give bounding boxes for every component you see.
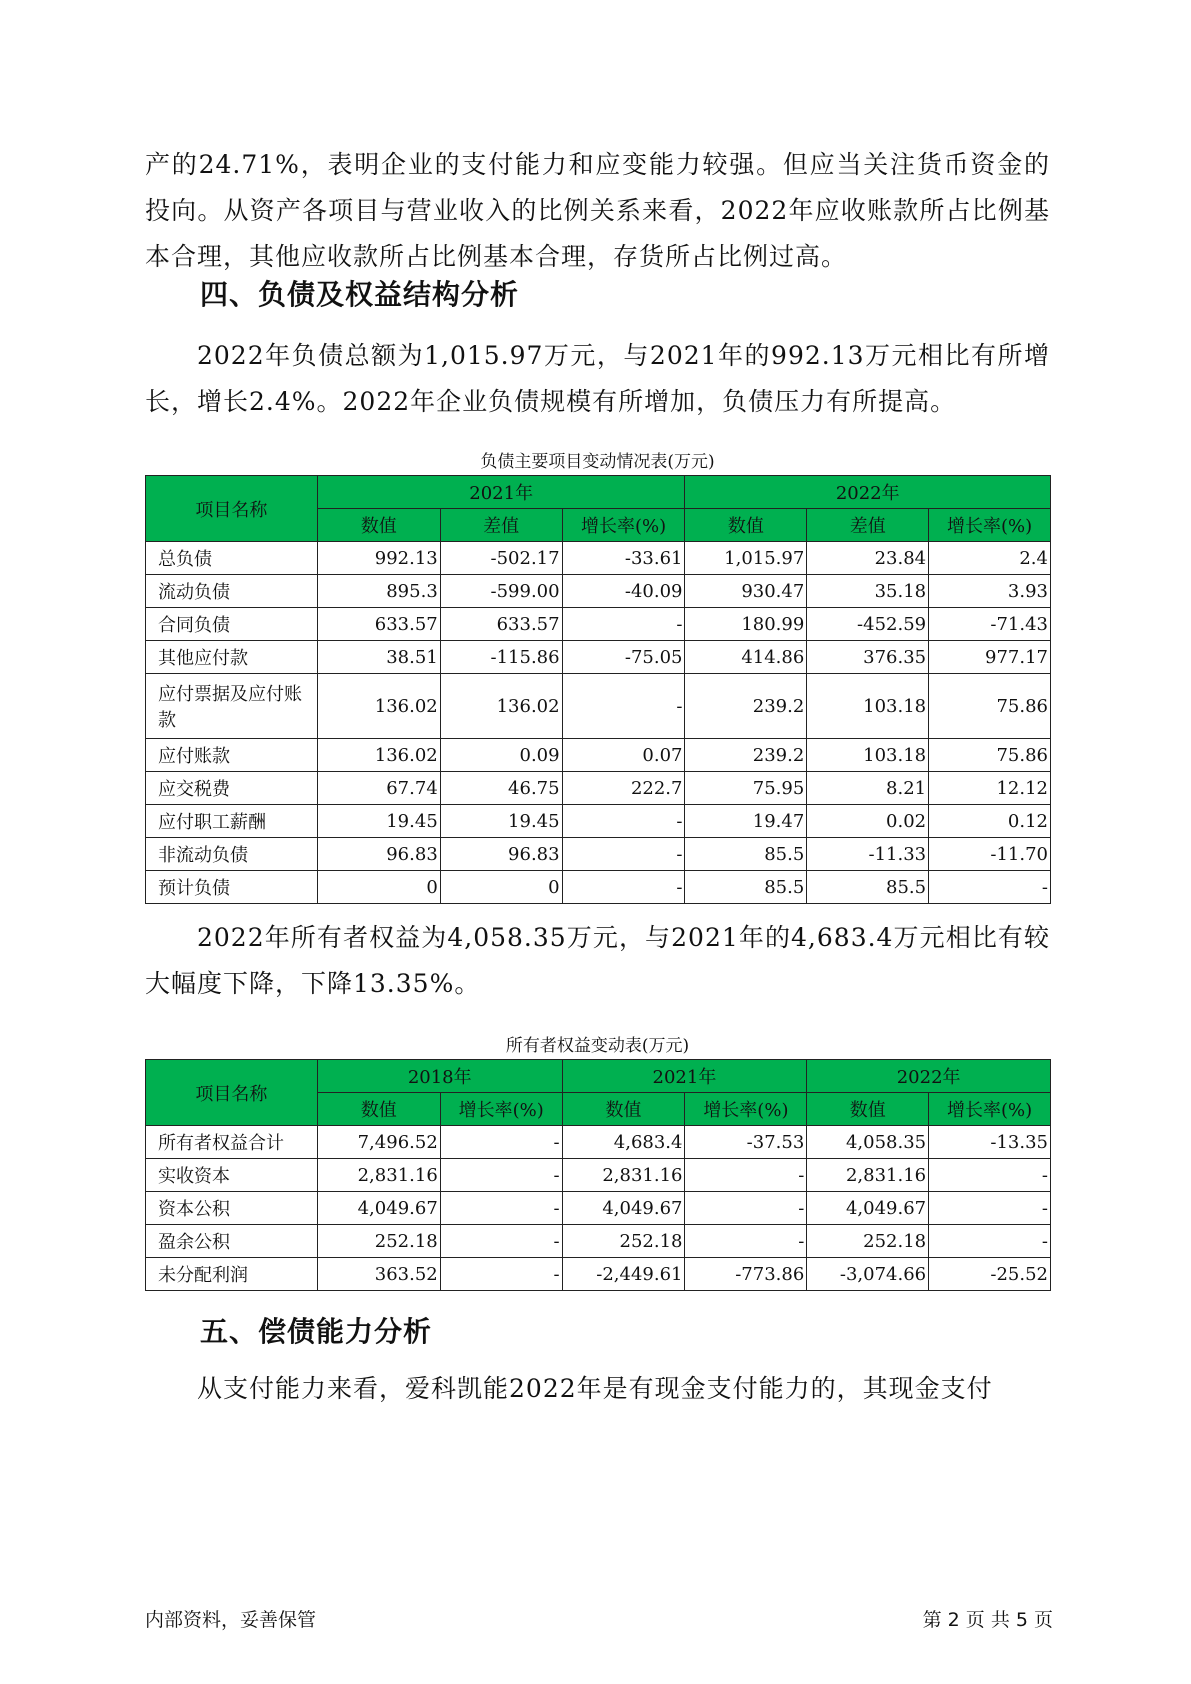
table-cell: 103.18 bbox=[807, 739, 929, 772]
table-cell: - bbox=[440, 1192, 562, 1225]
table1-subheader: 差值 bbox=[440, 509, 562, 542]
table2-caption: 所有者权益变动表(万元) bbox=[505, 1036, 690, 1056]
table-cell: 0 bbox=[440, 871, 562, 904]
row-label: 应交税费 bbox=[146, 772, 318, 805]
table-cell: 136.02 bbox=[317, 674, 440, 739]
table-row bbox=[146, 805, 1051, 838]
table1-subheader: 数值 bbox=[685, 509, 807, 542]
table-row bbox=[146, 772, 1051, 805]
table-cell: - bbox=[440, 1225, 562, 1258]
table-cell: 2,831.16 bbox=[807, 1159, 929, 1192]
footer-confidential: 内部资料，妥善保管 bbox=[145, 1609, 317, 1631]
row-label: 实收资本 bbox=[146, 1159, 318, 1192]
table-cell: 75.86 bbox=[929, 739, 1051, 772]
table1-subheader: 数值 bbox=[317, 509, 440, 542]
table-cell: 23.84 bbox=[807, 542, 929, 575]
table2-name-header: 项目名称 bbox=[146, 1060, 318, 1126]
row-label: 合同负债 bbox=[146, 608, 318, 641]
table-cell: -13.35 bbox=[929, 1126, 1051, 1159]
row-label: 盈余公积 bbox=[146, 1225, 318, 1258]
table2-year-header: 2021年 bbox=[562, 1060, 807, 1093]
table-cell: 252.18 bbox=[562, 1225, 685, 1258]
table2-subheader: 增长率(%) bbox=[685, 1093, 807, 1126]
row-label: 应付票据及应付账款 bbox=[146, 674, 318, 739]
row-label: 流动负债 bbox=[146, 575, 318, 608]
table-cell: 19.45 bbox=[440, 805, 562, 838]
table-cell: 7,496.52 bbox=[317, 1126, 440, 1159]
table1-year-header: 2022年 bbox=[685, 476, 1051, 509]
table-cell: 633.57 bbox=[440, 608, 562, 641]
table-cell: 103.18 bbox=[807, 674, 929, 739]
table-cell: 4,683.4 bbox=[562, 1126, 685, 1159]
row-label: 预计负债 bbox=[146, 871, 318, 904]
table2-subheader: 增长率(%) bbox=[929, 1093, 1051, 1126]
table-cell: 252.18 bbox=[317, 1225, 440, 1258]
row-label: 应付账款 bbox=[146, 739, 318, 772]
footer-page-number: 第 2 页 共 5 页 bbox=[922, 1609, 1053, 1631]
table2-year-header: 2022年 bbox=[807, 1060, 1051, 1093]
table-cell: 19.47 bbox=[685, 805, 807, 838]
table-cell: 85.5 bbox=[685, 838, 807, 871]
table-cell: -115.86 bbox=[440, 641, 562, 674]
table-cell: 239.2 bbox=[685, 739, 807, 772]
table-cell: 2,831.16 bbox=[317, 1159, 440, 1192]
equity-table-body bbox=[146, 1126, 1051, 1291]
table-cell: -71.43 bbox=[929, 608, 1051, 641]
table-cell: 0 bbox=[317, 871, 440, 904]
table-cell: - bbox=[929, 1192, 1051, 1225]
table-cell: 4,049.67 bbox=[562, 1192, 685, 1225]
table-row bbox=[146, 871, 1051, 904]
table-cell: 363.52 bbox=[317, 1258, 440, 1291]
table-cell: -11.33 bbox=[807, 838, 929, 871]
table-cell: -452.59 bbox=[807, 608, 929, 641]
table-cell: -502.17 bbox=[440, 542, 562, 575]
table-cell: 38.51 bbox=[317, 641, 440, 674]
table-row bbox=[146, 575, 1051, 608]
table-cell: 376.35 bbox=[807, 641, 929, 674]
table-cell: 977.17 bbox=[929, 641, 1051, 674]
table-cell: - bbox=[685, 1225, 807, 1258]
table-cell: -599.00 bbox=[440, 575, 562, 608]
table2-subheader: 数值 bbox=[562, 1093, 685, 1126]
table-cell: 85.5 bbox=[807, 871, 929, 904]
table-cell: 633.57 bbox=[317, 608, 440, 641]
table-cell: - bbox=[440, 1126, 562, 1159]
table-cell: 180.99 bbox=[685, 608, 807, 641]
table-cell: 4,058.35 bbox=[807, 1126, 929, 1159]
table-cell: 75.86 bbox=[929, 674, 1051, 739]
table-row bbox=[146, 1126, 1051, 1159]
row-label: 应付职工薪酬 bbox=[146, 805, 318, 838]
table-cell: 414.86 bbox=[685, 641, 807, 674]
table-cell: 96.83 bbox=[440, 838, 562, 871]
table1-caption: 负债主要项目变动情况表(万元) bbox=[480, 452, 715, 472]
table-cell: - bbox=[929, 1159, 1051, 1192]
table-cell: 895.3 bbox=[317, 575, 440, 608]
table1-name-header: 项目名称 bbox=[146, 476, 318, 542]
table-cell: 2,831.16 bbox=[562, 1159, 685, 1192]
table-row bbox=[146, 641, 1051, 674]
solvency-paragraph: 从支付能力来看，爱科凯能2022年是有现金支付能力的，其现金支付 bbox=[197, 1374, 993, 1403]
table-cell: 0.07 bbox=[562, 739, 685, 772]
table1-year-header: 2021年 bbox=[317, 476, 685, 509]
table-cell: 136.02 bbox=[317, 739, 440, 772]
table-cell: 12.12 bbox=[929, 772, 1051, 805]
table-cell: 3.93 bbox=[929, 575, 1051, 608]
table-cell: 35.18 bbox=[807, 575, 929, 608]
debt-paragraph: 2022年负债总额为1,015.97万元，与2021年的992.13万元相比有所增长，增长2.4%。2022年企业负债规模有所增加，负债压力有所提高。 bbox=[145, 341, 1050, 416]
table-cell: - bbox=[440, 1159, 562, 1192]
table-cell: -37.53 bbox=[685, 1126, 807, 1159]
row-label: 未分配利润 bbox=[146, 1258, 318, 1291]
table-cell: -3,074.66 bbox=[807, 1258, 929, 1291]
table-cell: - bbox=[929, 1225, 1051, 1258]
table-cell: 85.5 bbox=[685, 871, 807, 904]
table-cell: 4,049.67 bbox=[807, 1192, 929, 1225]
table-cell: 239.2 bbox=[685, 674, 807, 739]
row-label: 非流动负债 bbox=[146, 838, 318, 871]
table-cell: 2.4 bbox=[929, 542, 1051, 575]
equity-paragraph: 2022年所有者权益为4,058.35万元，与2021年的4,683.4万元相比有较大幅度下降，下降13.35%。 bbox=[145, 923, 1050, 998]
table-row bbox=[146, 1192, 1051, 1225]
table1-subheader: 增长率(%) bbox=[562, 509, 685, 542]
table-cell: -25.52 bbox=[929, 1258, 1051, 1291]
table-row bbox=[146, 739, 1051, 772]
table-cell: - bbox=[440, 1258, 562, 1291]
table-cell: - bbox=[685, 1192, 807, 1225]
table-cell: -33.61 bbox=[562, 542, 685, 575]
table-cell: 930.47 bbox=[685, 575, 807, 608]
table1-subheader: 增长率(%) bbox=[929, 509, 1051, 542]
table-row bbox=[146, 674, 1051, 739]
table-cell: 0.02 bbox=[807, 805, 929, 838]
table-row bbox=[146, 1258, 1051, 1291]
table-cell: - bbox=[562, 608, 685, 641]
table-cell: -11.70 bbox=[929, 838, 1051, 871]
section-heading-5: 五、偿债能力分析 bbox=[200, 1315, 433, 1348]
row-label: 总负债 bbox=[146, 542, 318, 575]
equity-table bbox=[145, 1059, 1051, 1291]
table-cell: - bbox=[562, 838, 685, 871]
table-cell: - bbox=[685, 1159, 807, 1192]
table-cell: - bbox=[562, 871, 685, 904]
debt-table-body bbox=[146, 542, 1051, 904]
table-cell: 0.09 bbox=[440, 739, 562, 772]
table-cell: 992.13 bbox=[317, 542, 440, 575]
row-label: 所有者权益合计 bbox=[146, 1126, 318, 1159]
table-cell: 8.21 bbox=[807, 772, 929, 805]
row-label: 资本公积 bbox=[146, 1192, 318, 1225]
table-cell: - bbox=[562, 674, 685, 739]
table-cell: 222.7 bbox=[562, 772, 685, 805]
table-row bbox=[146, 838, 1051, 871]
table-cell: 4,049.67 bbox=[317, 1192, 440, 1225]
table-cell: 0.12 bbox=[929, 805, 1051, 838]
table-cell: -40.09 bbox=[562, 575, 685, 608]
table-cell: 1,015.97 bbox=[685, 542, 807, 575]
table-cell: - bbox=[562, 805, 685, 838]
table-cell: 46.75 bbox=[440, 772, 562, 805]
table-cell: 96.83 bbox=[317, 838, 440, 871]
table-row bbox=[146, 608, 1051, 641]
table-cell: 252.18 bbox=[807, 1225, 929, 1258]
table-cell: 136.02 bbox=[440, 674, 562, 739]
debt-table bbox=[145, 475, 1051, 904]
table-cell: -773.86 bbox=[685, 1258, 807, 1291]
table2-subheader: 数值 bbox=[317, 1093, 440, 1126]
table-row bbox=[146, 1159, 1051, 1192]
table2-year-header: 2018年 bbox=[317, 1060, 562, 1093]
table2-subheader: 增长率(%) bbox=[440, 1093, 562, 1126]
table-row bbox=[146, 542, 1051, 575]
table-row bbox=[146, 1225, 1051, 1258]
row-label: 其他应付款 bbox=[146, 641, 318, 674]
section-heading-4: 四、负债及权益结构分析 bbox=[200, 278, 520, 311]
table-cell: -75.05 bbox=[562, 641, 685, 674]
table-cell: 75.95 bbox=[685, 772, 807, 805]
table2-subheader: 数值 bbox=[807, 1093, 929, 1126]
intro-paragraph: 产的24.71%，表明企业的支付能力和应变能力较强。但应当关注货币资金的投向。从资产各项目与营业收入的比例关系来看，2022年应收账款所占比例基本合理，其他应收款所占比例基本合理，存货所占比例过高。 bbox=[145, 150, 1050, 271]
table-cell: 67.74 bbox=[317, 772, 440, 805]
table-cell: - bbox=[929, 871, 1051, 904]
table-cell: 19.45 bbox=[317, 805, 440, 838]
table1-subheader: 差值 bbox=[807, 509, 929, 542]
table-cell: -2,449.61 bbox=[562, 1258, 685, 1291]
